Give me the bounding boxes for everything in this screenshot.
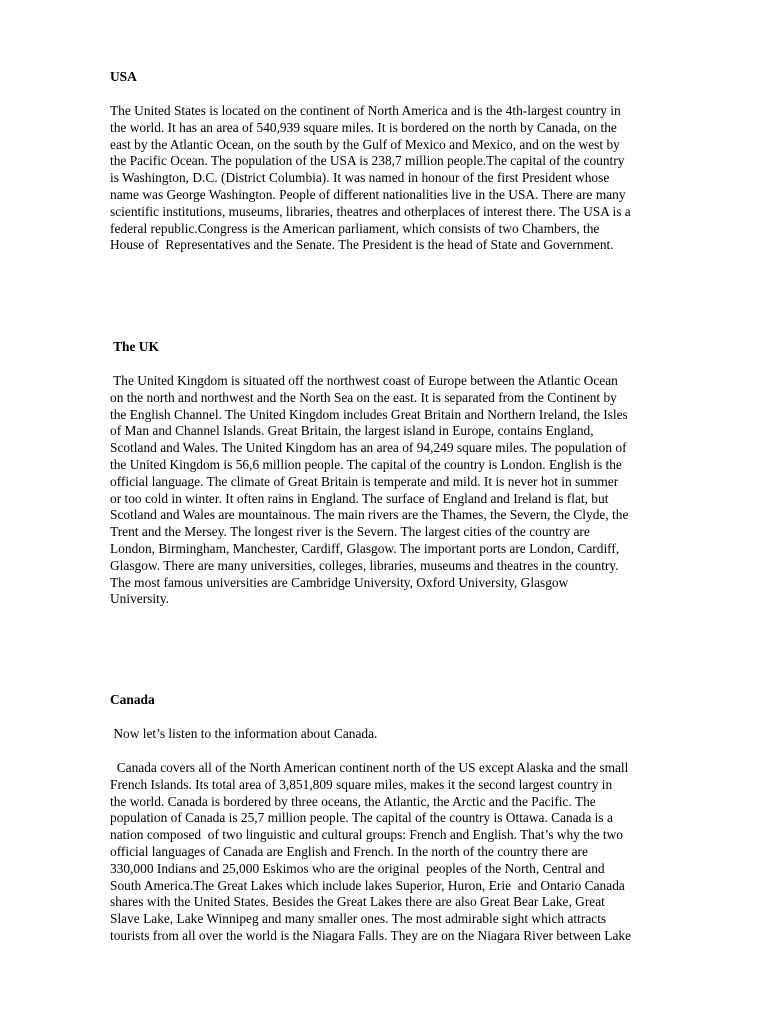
usa-heading: USA [110, 69, 137, 84]
uk-paragraph: The United Kingdom is situated off the northwest coast of Europe between the Atlantic Ocean on the north and northwest and the North Sea on the east. It is separated from the Continent by the English Channel. The United Kingdom includes Great Britain and Northern Ireland, the Isles of Man and Channel Islands. Great Britain, the largest island in Europe, contains England, Scotland and Wales. The United Kingdom has an area of 94,249 square miles. The population of the United Kingdom is 56,6 million people. The capital of the country is London. English is the official language. The climate of Great Britain is temperate and mild. It is never hot in summer or too cold in winter. It often rains in England. The surface of England and Ireland is flat, but Scotland and Wales are mountainous. The main rivers are the Thames, the Severn, the Clyde, the Trent and the Mersey. The longest river is the Severn. The largest cities of the country are London, Birmingham, Manchester, Cardiff, Glasgow. The important ports are London, Cardiff, Glasgow. There are many universities, colleges, libraries, museums and theatres in the country. The most famous universities are Cambridge University, Oxford University, Glasgow University. [110, 373, 629, 607]
canada-paragraph: Canada covers all of the North American continent north of the US except Alaska and the small French Islands. Its total area of 3,851,809 square miles, makes it the second largest country in the world. Canada is bordered by three oceans, the Atlantic, the Arctic and the Pacific. The population of Canada is 25,7 million people. The capital of the country is Ottawa. Canada is a nation composed of two linguistic and cultural groups: French and English. That’s why the two official languages of Canada are English and French. In the north of the country there are 330,000 Indians and 25,000 Eskimos who are the original peoples of the North, Central and South America.The Great Lakes which include lakes Superior, Huron, Erie and Ontario Canada shares with the United States. Besides the Great Lakes there are also Great Bear Lake, Great Slave Lake, Lake Winnipeg and many smaller ones. The most admirable sight which attracts tourists from all over the world is the Niagara Falls. They are on the Niagara River between Lake [110, 760, 632, 943]
canada-heading: Canada [110, 692, 155, 707]
uk-heading: The UK [110, 339, 159, 354]
usa-paragraph: The United States is located on the continent of North America and is the 4th-largest country in the world. It has an area of 540,939 square miles. It is bordered on the north by Canada, on the east by the Atlantic Ocean, on the south by the Gulf of Mexico and Mexico, and on the west by the Pacific Ocean. The population of the USA is 238,7 million people.The capital of the country is Washington, D.C. (District Columbia). It was named in honour of the first President whose name was George Washington. People of different nationalities live in the USA. There are many scientific institutions, museums, libraries, theatres and otherplaces of interest there. The USA is a federal republic.Congress is the American parliament, which consists of two Chambers, the House of Representatives and the Senate. The President is the head of State and Government. [110, 103, 631, 253]
canada-intro: Now let’s listen to the information about Canada. [110, 726, 378, 741]
